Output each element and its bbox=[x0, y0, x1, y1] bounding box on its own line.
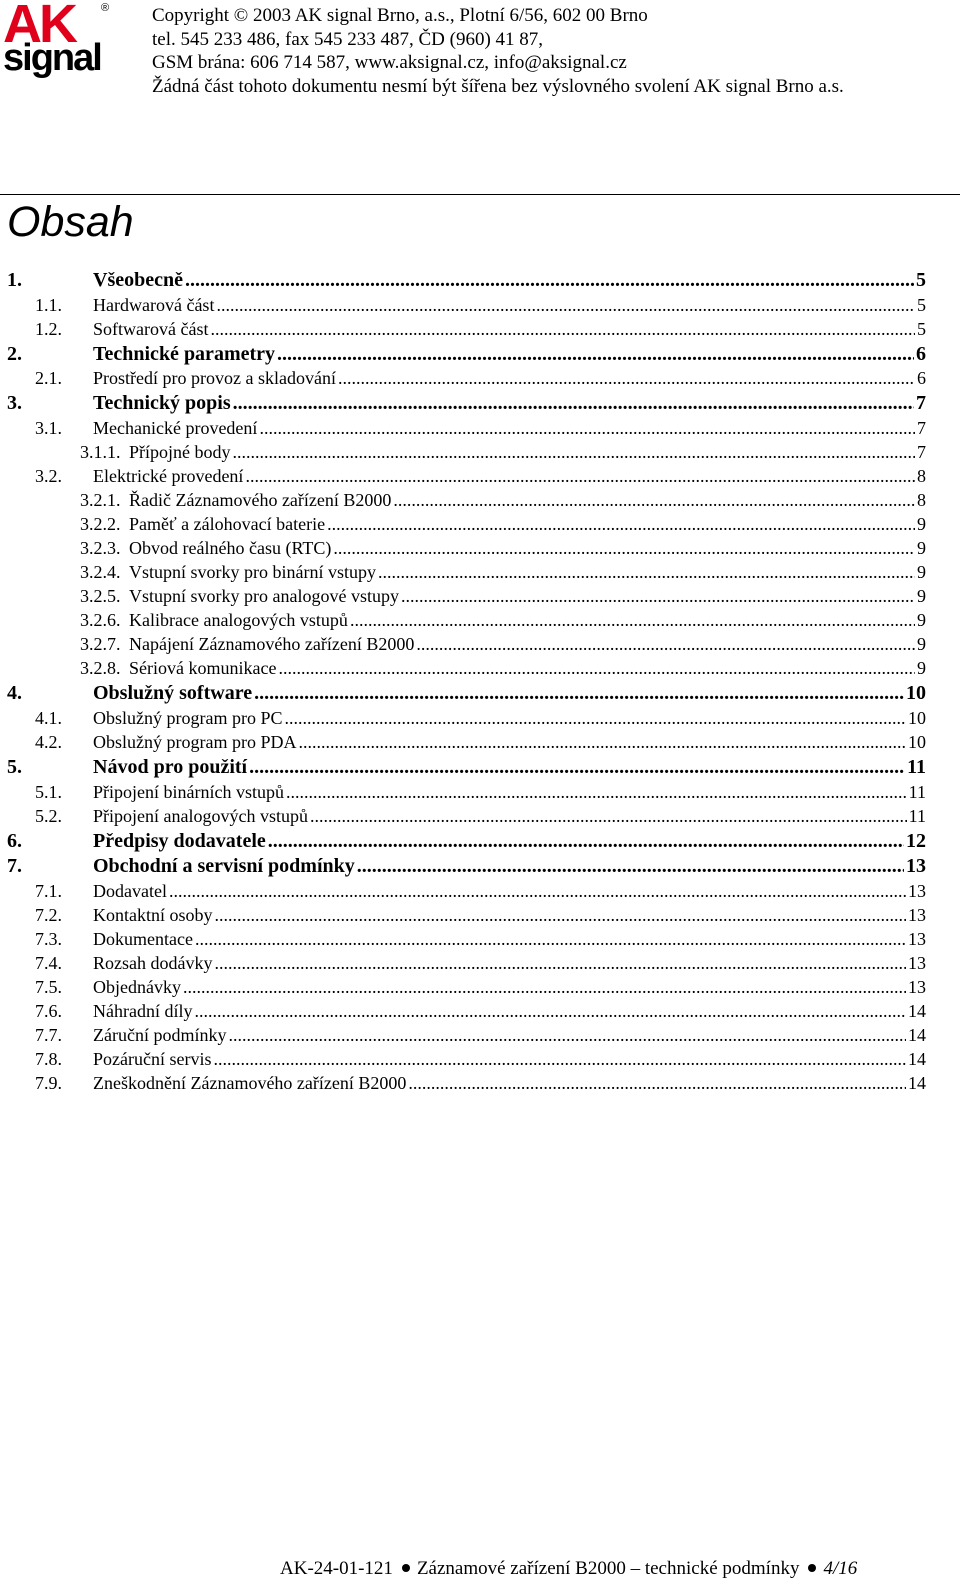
toc-dot-leader bbox=[284, 706, 906, 730]
toc-entry-title: Vstupní svorky pro binární vstupy bbox=[129, 562, 376, 582]
toc-entry-page: 9 bbox=[917, 586, 926, 606]
toc-entry-page: 5 bbox=[917, 319, 926, 339]
toc-dot-leader bbox=[249, 755, 905, 779]
toc-entry[interactable] bbox=[0, 366, 926, 390]
toc-entry-page: 9 bbox=[917, 634, 926, 654]
toc-entry-page: 13 bbox=[908, 953, 926, 973]
toc-entry[interactable] bbox=[0, 879, 926, 903]
toc-dot-leader bbox=[195, 927, 906, 951]
toc-entry-title: Pozáruční servis bbox=[93, 1049, 212, 1069]
toc-dot-leader bbox=[401, 584, 915, 608]
toc-entry-page: 9 bbox=[917, 658, 926, 678]
toc-entry[interactable] bbox=[0, 632, 926, 656]
toc-entry-page: 11 bbox=[908, 782, 926, 802]
toc-dot-leader bbox=[215, 903, 907, 927]
toc-entry[interactable] bbox=[0, 755, 926, 779]
toc-entry-page: 14 bbox=[908, 1025, 926, 1045]
toc-entry-number: 1. bbox=[7, 269, 22, 291]
toc-entry[interactable] bbox=[0, 681, 926, 705]
toc-entry-title: Připojení binárních vstupů bbox=[93, 782, 284, 802]
toc-entry[interactable] bbox=[0, 416, 926, 440]
toc-entry-page: 8 bbox=[917, 490, 926, 510]
toc-entry[interactable] bbox=[0, 829, 926, 853]
toc-entry-title: Softwarová část bbox=[93, 319, 209, 339]
toc-dot-leader bbox=[210, 317, 915, 341]
toc-dot-leader bbox=[333, 536, 915, 560]
toc-entry-title: Zneškodnění Záznamového zařízení B2000 bbox=[93, 1073, 407, 1093]
toc-entry-page: 9 bbox=[917, 514, 926, 534]
toc-entry[interactable] bbox=[0, 903, 926, 927]
toc-dot-leader bbox=[408, 1071, 906, 1095]
toc-entry-page: 13 bbox=[908, 881, 926, 901]
toc-entry-number: 2. bbox=[7, 343, 22, 365]
toc-entry-title: Technický popis bbox=[93, 392, 231, 414]
toc-dot-leader bbox=[183, 975, 906, 999]
toc-entry-page: 12 bbox=[906, 830, 926, 852]
toc-dot-leader bbox=[214, 951, 906, 975]
toc-entry-page: 6 bbox=[916, 343, 926, 365]
toc-entry-title: Technické parametry bbox=[93, 343, 276, 365]
toc-dot-leader bbox=[378, 560, 915, 584]
toc-entry-title: Kalibrace analogových vstupů bbox=[129, 610, 348, 630]
toc-dot-leader bbox=[327, 512, 915, 536]
toc-dot-leader bbox=[286, 780, 907, 804]
toc-entry-title: Sériová komunikace bbox=[129, 658, 277, 678]
toc-entry-title: Elektrické provedení bbox=[93, 466, 244, 486]
toc-dot-leader bbox=[228, 1023, 906, 1047]
page-title: Obsah bbox=[7, 198, 134, 246]
copyright-line: Copyright © 2003 AK signal Brno, a.s., Plotní 6/56, 602 00 Brno bbox=[152, 5, 648, 26]
toc-dot-leader bbox=[278, 656, 915, 680]
toc-entry-title: Prostředí pro provoz a skladování bbox=[93, 368, 336, 388]
toc-entry[interactable] bbox=[0, 656, 926, 680]
toc-entry-number: 5.1. bbox=[35, 782, 62, 802]
toc-entry-page: 9 bbox=[917, 538, 926, 558]
toc-entry-title: Obvod reálného času (RTC) bbox=[129, 538, 332, 558]
toc-entry-title: Dodavatel bbox=[93, 881, 167, 901]
toc-entry-number: 6. bbox=[7, 830, 22, 852]
toc-entry-title: Paměť a zálohovací baterie bbox=[129, 514, 326, 534]
toc-entry[interactable] bbox=[0, 464, 926, 488]
toc-entry-title: Všeobecně bbox=[93, 269, 183, 291]
web-contact-line: GSM brána: 606 714 587, www.aksignal.cz, info@aksignal.cz bbox=[152, 52, 627, 73]
toc-dot-leader bbox=[310, 804, 907, 828]
toc-entry-number: 3.2.2. bbox=[80, 514, 121, 534]
toc-entry[interactable] bbox=[0, 951, 926, 975]
toc-dot-leader bbox=[259, 416, 915, 440]
toc-entry-page: 9 bbox=[917, 562, 926, 582]
toc-entry-number: 3.2.1. bbox=[80, 490, 121, 510]
toc-entry-page: 5 bbox=[917, 295, 926, 315]
toc-entry[interactable] bbox=[0, 1047, 926, 1071]
toc-entry[interactable] bbox=[0, 706, 926, 730]
toc-entry-page: 7 bbox=[917, 418, 926, 438]
toc-dot-leader bbox=[233, 440, 916, 464]
toc-entry-title: Napájení Záznamového zařízení B2000 bbox=[129, 634, 415, 654]
toc-dot-leader bbox=[185, 268, 914, 292]
toc-entry-page: 11 bbox=[908, 806, 926, 826]
contact-line: tel. 545 233 486, fax 545 233 487, ČD (960) 41 87, bbox=[152, 28, 544, 50]
toc-entry-title: Hardwarová část bbox=[93, 295, 215, 315]
toc-entry[interactable] bbox=[0, 293, 926, 317]
toc-dot-leader bbox=[194, 999, 906, 1023]
toc-entry-page: 11 bbox=[907, 756, 926, 778]
toc-entry-title: Kontaktní osoby bbox=[93, 905, 213, 925]
toc-entry-page: 8 bbox=[917, 466, 926, 486]
toc-entry-number: 3.1. bbox=[35, 418, 62, 438]
toc-entry-page: 13 bbox=[908, 977, 926, 997]
toc-dot-leader bbox=[277, 342, 914, 366]
toc-entry-number: 7.3. bbox=[35, 929, 62, 949]
toc-entry[interactable] bbox=[0, 999, 926, 1023]
toc-entry-page: 14 bbox=[908, 1001, 926, 1021]
toc-dot-leader bbox=[245, 464, 915, 488]
toc-entry-title: Připojení analogových vstupů bbox=[93, 806, 308, 826]
registered-mark: ® bbox=[101, 2, 110, 14]
toc-dot-leader bbox=[393, 488, 915, 512]
toc-entry-number: 3.2. bbox=[35, 466, 62, 486]
toc-entry-title: Řadič Záznamového zařízení B2000 bbox=[129, 490, 392, 510]
logo-text-ak: AK bbox=[3, 0, 75, 54]
toc-entry-number: 3.2.5. bbox=[80, 586, 121, 606]
footer-doc-code: AK-24-01-121 bbox=[280, 1558, 393, 1579]
toc-entry[interactable] bbox=[0, 440, 926, 464]
toc-entry-number: 3. bbox=[7, 392, 22, 414]
toc-dot-leader bbox=[169, 879, 906, 903]
toc-entry-number: 7.1. bbox=[35, 881, 62, 901]
toc-entry[interactable] bbox=[0, 1023, 926, 1047]
toc-entry-title: Náhradní díly bbox=[93, 1001, 193, 1021]
toc-entry-number: 3.2.6. bbox=[80, 610, 121, 630]
toc-entry-number: 5. bbox=[7, 756, 22, 778]
toc-entry-page: 7 bbox=[917, 442, 926, 462]
toc-entry-page: 13 bbox=[908, 905, 926, 925]
toc-entry[interactable] bbox=[0, 488, 926, 512]
toc-entry-title: Objednávky bbox=[93, 977, 181, 997]
toc-entry[interactable] bbox=[0, 391, 926, 415]
toc-entry-number: 7. bbox=[7, 855, 22, 877]
toc-entry-page: 7 bbox=[916, 392, 926, 414]
toc-entry[interactable] bbox=[0, 342, 926, 366]
toc-entry-title: Dokumentace bbox=[93, 929, 193, 949]
toc-dot-leader bbox=[213, 1047, 906, 1071]
toc-entry-page: 6 bbox=[917, 368, 926, 388]
toc-entry[interactable] bbox=[0, 927, 926, 951]
toc-dot-leader bbox=[254, 681, 904, 705]
toc-entry-number: 1.1. bbox=[35, 295, 62, 315]
distribution-notice: Žádná část tohoto dokumentu nesmí být šířena bez výslovného svolení AK signal Brno a.s. bbox=[152, 75, 844, 97]
bullet-icon bbox=[808, 1564, 816, 1572]
toc-entry-title: Rozsah dodávky bbox=[93, 953, 213, 973]
toc-entry-number: 7.4. bbox=[35, 953, 62, 973]
toc-entry-number: 5.2. bbox=[35, 806, 62, 826]
toc-entry-page: 13 bbox=[906, 855, 926, 877]
toc-entry-page: 13 bbox=[908, 929, 926, 949]
toc-entry[interactable] bbox=[0, 317, 926, 341]
footer-doc-name: Záznamové zařízení B2000 – technické podmínky bbox=[416, 1558, 800, 1579]
toc-entry[interactable] bbox=[0, 730, 926, 754]
logo-text-signal: signal bbox=[3, 37, 101, 79]
toc-entry[interactable] bbox=[0, 268, 926, 292]
toc-entry-number: 7.5. bbox=[35, 977, 62, 997]
toc-entry-number: 3.2.7. bbox=[80, 634, 121, 654]
toc-entry[interactable] bbox=[0, 975, 926, 999]
toc-entry-number: 4. bbox=[7, 682, 22, 704]
toc-dot-leader bbox=[416, 632, 915, 656]
toc-entry-number: 7.8. bbox=[35, 1049, 62, 1069]
toc-entry-number: 7.9. bbox=[35, 1073, 62, 1093]
toc-dot-leader bbox=[298, 730, 906, 754]
toc-entry-number: 4.1. bbox=[35, 708, 62, 728]
footer-page-number: 4/16 bbox=[823, 1558, 858, 1579]
toc-dot-leader bbox=[350, 608, 915, 632]
toc-entry-title: Obchodní a servisní podmínky bbox=[93, 855, 355, 877]
toc-dot-leader bbox=[338, 366, 915, 390]
toc-entry-page: 14 bbox=[908, 1073, 926, 1093]
toc-entry-number: 7.6. bbox=[35, 1001, 62, 1021]
bullet-icon bbox=[402, 1564, 410, 1572]
toc-dot-leader bbox=[268, 829, 904, 853]
toc-entry-page: 9 bbox=[917, 610, 926, 630]
toc-entry-number: 3.2.3. bbox=[80, 538, 121, 558]
toc-dot-leader bbox=[357, 854, 904, 878]
toc-entry[interactable] bbox=[0, 1071, 926, 1095]
copyright-block bbox=[152, 4, 844, 98]
toc-dot-leader bbox=[233, 391, 914, 415]
toc-entry[interactable] bbox=[0, 780, 926, 804]
toc-entry[interactable] bbox=[0, 804, 926, 828]
toc-dot-leader bbox=[216, 293, 915, 317]
toc-entry[interactable] bbox=[0, 512, 926, 536]
toc-entry[interactable] bbox=[0, 560, 926, 584]
toc-entry-page: 10 bbox=[906, 682, 926, 704]
toc-entry[interactable] bbox=[0, 608, 926, 632]
toc-entry-title: Předpisy dodavatele bbox=[93, 830, 266, 852]
toc-entry-number: 7.7. bbox=[35, 1025, 62, 1045]
toc-entry-title: Obslužný program pro PC bbox=[93, 708, 283, 728]
company-logo bbox=[3, 2, 111, 78]
toc-entry-title: Přípojné body bbox=[129, 442, 231, 462]
page-footer bbox=[280, 1558, 857, 1580]
toc-entry[interactable] bbox=[0, 536, 926, 560]
toc-entry-page: 10 bbox=[908, 732, 926, 752]
toc-entry-number: 7.2. bbox=[35, 905, 62, 925]
toc-entry-title: Obslužný program pro PDA bbox=[93, 732, 297, 752]
toc-entry-number: 3.1.1. bbox=[80, 442, 121, 462]
toc-entry-title: Mechanické provedení bbox=[93, 418, 258, 438]
toc-entry-number: 2.1. bbox=[35, 368, 62, 388]
toc-entry[interactable] bbox=[0, 854, 926, 878]
toc-entry-title: Vstupní svorky pro analogové vstupy bbox=[129, 586, 399, 606]
toc-entry-page: 14 bbox=[908, 1049, 926, 1069]
toc-entry[interactable] bbox=[0, 584, 926, 608]
toc-entry-number: 3.2.8. bbox=[80, 658, 121, 678]
toc-entry-number: 1.2. bbox=[35, 319, 62, 339]
toc-entry-number: 3.2.4. bbox=[80, 562, 121, 582]
toc-entry-title: Návod pro použití bbox=[93, 756, 248, 778]
toc-entry-number: 4.2. bbox=[35, 732, 62, 752]
header-divider bbox=[0, 194, 960, 195]
toc-entry-title: Obslužný software bbox=[93, 682, 253, 704]
toc-entry-page: 5 bbox=[916, 269, 926, 291]
toc-entry-page: 10 bbox=[908, 708, 926, 728]
toc-entry-title: Záruční podmínky bbox=[93, 1025, 227, 1045]
